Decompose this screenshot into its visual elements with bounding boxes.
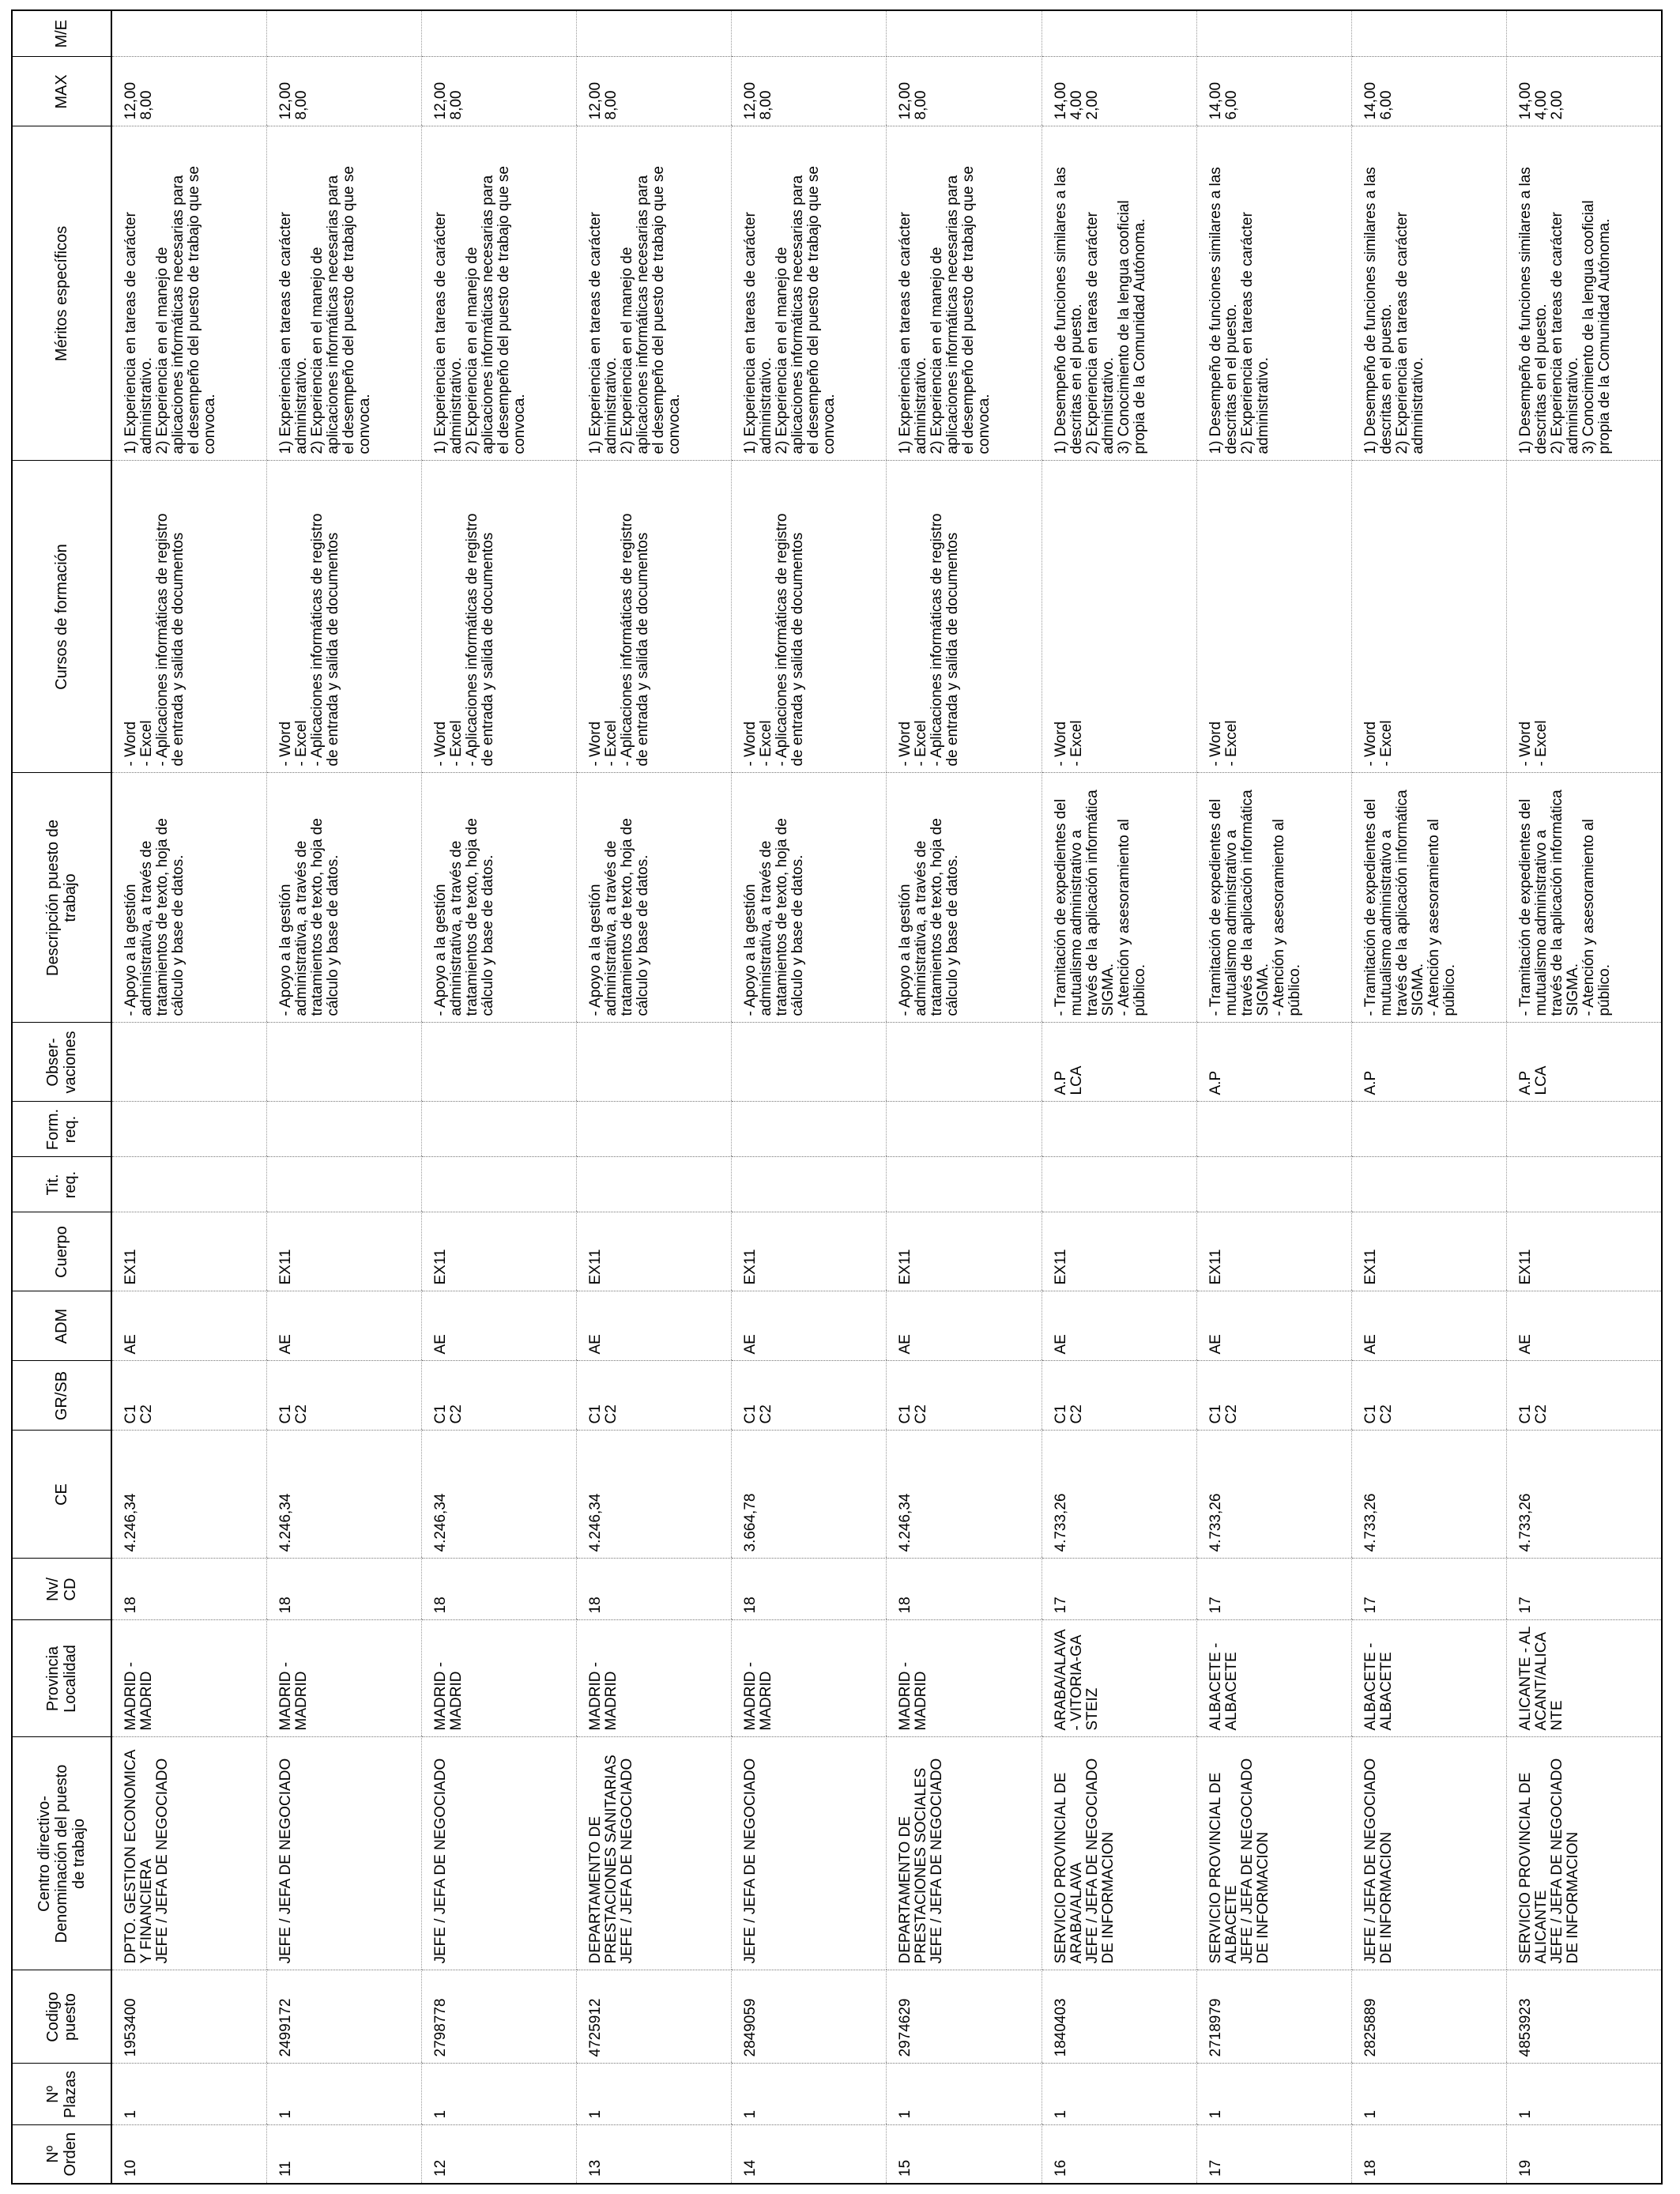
table-row bbox=[1507, 10, 1662, 2184]
cell-tit bbox=[732, 1157, 887, 1212]
cell-desc: - Apoyo a la gestión administrativa, a través de tratamientos de texto, hoja de cálculo y base de datos. bbox=[887, 773, 1042, 1023]
cell-adm: AE bbox=[111, 1291, 266, 1361]
cell-max: 14,00 6,00 bbox=[1352, 57, 1507, 126]
cell-meritos: 1) Desempeño de funciones similares a las descritas en el puesto. 2) Experiencia en tareas de carácter administrativo. 3) Conocimiento de la lengua cooficial propia de la Comunidad Autónoma. bbox=[1042, 126, 1196, 461]
cell-max: 14,00 4,00 2,00 bbox=[1507, 57, 1662, 126]
centro-directivo: SERVICIO PROVINCIAL DE ARABA/ALAVA bbox=[1052, 1772, 1085, 1964]
cell-me bbox=[1042, 10, 1196, 57]
cell-ce: 4.246,34 bbox=[887, 1431, 1042, 1559]
cell-plazas: 1 bbox=[577, 2064, 732, 2125]
cell-plazas: 1 bbox=[1042, 2064, 1196, 2125]
denominacion-puesto: JEFE / JEFA DE NEGOCIADO DE INFORMACION bbox=[1083, 1758, 1117, 1964]
cell-ce: 4.246,34 bbox=[421, 1431, 576, 1559]
cell-form bbox=[1042, 1102, 1196, 1157]
cell-adm: AE bbox=[266, 1291, 421, 1361]
cell-ce: 4.246,34 bbox=[111, 1431, 266, 1559]
cell-form bbox=[577, 1102, 732, 1157]
col-header-orden: Nº Orden bbox=[12, 2125, 111, 2184]
cell-provincia: MADRID - MADRID bbox=[577, 1620, 732, 1737]
cell-desc: - Tramitación de expedientes del mutualismo administrativo a través de la aplicación informática SIGMA. - Atención y asesoramiento al público. bbox=[1507, 773, 1662, 1023]
cell-desc: - Apoyo a la gestión administrativa, a través de tratamientos de texto, hoja de cálculo y base de datos. bbox=[732, 773, 887, 1023]
cell-cuerpo: EX11 bbox=[732, 1212, 887, 1291]
cell-me bbox=[577, 10, 732, 57]
cell-max: 12,00 8,00 bbox=[577, 57, 732, 126]
cell-cuerpo: EX11 bbox=[887, 1212, 1042, 1291]
cell-ce: 4.733,26 bbox=[1507, 1431, 1662, 1559]
cell-max: 12,00 8,00 bbox=[421, 57, 576, 126]
cell-orden: 11 bbox=[266, 2125, 421, 2184]
cell-tit bbox=[1352, 1157, 1507, 1212]
cell-centro bbox=[266, 1737, 421, 1970]
cell-cuerpo: EX11 bbox=[577, 1212, 732, 1291]
cell-codigo: 2825889 bbox=[1352, 1970, 1507, 2064]
cell-adm: AE bbox=[1042, 1291, 1196, 1361]
denominacion-puesto: JEFE / JEFA DE NEGOCIADO bbox=[154, 1758, 171, 1964]
col-header-centro: Centro directivo- Denominación del puesto de trabajo bbox=[12, 1737, 111, 1970]
cell-codigo: 1840403 bbox=[1042, 1970, 1196, 2064]
cell-grsb: C1 C2 bbox=[1507, 1361, 1662, 1431]
cell-me bbox=[111, 10, 266, 57]
table-row bbox=[1042, 10, 1196, 2184]
col-header-ce: CE bbox=[12, 1431, 111, 1559]
cell-meritos: 1) Desempeño de funciones similares a las descritas en el puesto. 2) Experiencia en tareas de carácter administrativo. bbox=[1196, 126, 1351, 461]
cell-nivel: 17 bbox=[1042, 1559, 1196, 1620]
cell-tit bbox=[111, 1157, 266, 1212]
col-header-form: Form. req. bbox=[12, 1102, 111, 1157]
cell-provincia: ALBACETE - ALBACETE bbox=[1196, 1620, 1351, 1737]
cell-cursos: - Word - Excel - Aplicaciones informáticas de registro de entrada y salida de documentos bbox=[421, 461, 576, 773]
cell-cursos: - Word - Excel bbox=[1352, 461, 1507, 773]
cell-me bbox=[732, 10, 887, 57]
cell-tit bbox=[1042, 1157, 1196, 1212]
cell-grsb: C1 C2 bbox=[732, 1361, 887, 1431]
cell-centro bbox=[732, 1737, 887, 1970]
cell-desc: - Tramitación de expedientes del mutualismo administrativo a través de la aplicación informática SIGMA. - Atención y asesoramiento al público. bbox=[1042, 773, 1196, 1023]
cell-tit bbox=[266, 1157, 421, 1212]
cell-orden: 12 bbox=[421, 2125, 576, 2184]
cell-obs bbox=[111, 1023, 266, 1102]
cell-adm: AE bbox=[1352, 1291, 1507, 1361]
cell-plazas: 1 bbox=[887, 2064, 1042, 2125]
cell-cuerpo: EX11 bbox=[1042, 1212, 1196, 1291]
cell-meritos: 1) Experiencia en tareas de carácter administrativo. 2) Experiencia en el manejo de aplicaciones informáticas necesarias para el desempeño del puesto de trabajo que se convoca. bbox=[887, 126, 1042, 461]
cell-centro bbox=[111, 1737, 266, 1970]
cell-centro bbox=[1196, 1737, 1351, 1970]
cell-tit bbox=[1196, 1157, 1351, 1212]
table-row bbox=[421, 10, 576, 2184]
col-header-max: MAX bbox=[12, 57, 111, 126]
cell-desc: - Tramitación de expedientes del mutualismo administrativo a través de la aplicación informática SIGMA. - Atención y asesoramiento al público. bbox=[1352, 773, 1507, 1023]
cell-codigo: 2974629 bbox=[887, 1970, 1042, 2064]
table-row bbox=[1352, 10, 1507, 2184]
cell-centro bbox=[577, 1737, 732, 1970]
denominacion-puesto: JEFE / JEFA DE NEGOCIADO bbox=[431, 1758, 449, 1964]
cell-orden: 17 bbox=[1196, 2125, 1351, 2184]
cell-orden: 18 bbox=[1352, 2125, 1507, 2184]
cell-cuerpo: EX11 bbox=[111, 1212, 266, 1291]
cell-codigo: 1953400 bbox=[111, 1970, 266, 2064]
cell-cursos: - Word - Excel - Aplicaciones informáticas de registro de entrada y salida de documentos bbox=[266, 461, 421, 773]
cell-me bbox=[1196, 10, 1351, 57]
cell-orden: 19 bbox=[1507, 2125, 1662, 2184]
cell-form bbox=[732, 1102, 887, 1157]
cell-obs bbox=[887, 1023, 1042, 1102]
cell-adm: AE bbox=[421, 1291, 576, 1361]
cell-grsb: C1 C2 bbox=[111, 1361, 266, 1431]
denominacion-puesto: JEFE / JEFA DE NEGOCIADO DE INFORMACION bbox=[1549, 1758, 1582, 1964]
cell-cuerpo: EX11 bbox=[266, 1212, 421, 1291]
cell-grsb: C1 C2 bbox=[577, 1361, 732, 1431]
cell-form bbox=[266, 1102, 421, 1157]
cell-meritos: 1) Experiencia en tareas de carácter administrativo. 2) Experiencia en el manejo de aplicaciones informáticas necesarias para el desempeño del puesto de trabajo que se convoca. bbox=[421, 126, 576, 461]
header-row bbox=[12, 10, 111, 2184]
cell-provincia: MADRID - MADRID bbox=[111, 1620, 266, 1737]
cell-plazas: 1 bbox=[1196, 2064, 1351, 2125]
cell-ce: 4.733,26 bbox=[1196, 1431, 1351, 1559]
cell-meritos: 1) Experiencia en tareas de carácter administrativo. 2) Experiencia en el manejo de aplicaciones informáticas necesarias para el desempeño del puesto de trabajo que se convoca. bbox=[577, 126, 732, 461]
cell-obs: A.P bbox=[1196, 1023, 1351, 1102]
cell-nivel: 18 bbox=[111, 1559, 266, 1620]
denominacion-puesto: JEFE / JEFA DE NEGOCIADO bbox=[742, 1758, 759, 1964]
cell-orden: 15 bbox=[887, 2125, 1042, 2184]
cell-grsb: C1 C2 bbox=[266, 1361, 421, 1431]
cell-grsb: C1 C2 bbox=[1042, 1361, 1196, 1431]
cell-plazas: 1 bbox=[421, 2064, 576, 2125]
cell-grsb: C1 C2 bbox=[1352, 1361, 1507, 1431]
denominacion-puesto: JEFE / JEFA DE NEGOCIADO bbox=[929, 1758, 946, 1964]
cell-ce: 4.246,34 bbox=[266, 1431, 421, 1559]
centro-directivo: SERVICIO PROVINCIAL DE ALICANTE bbox=[1517, 1772, 1550, 1964]
centro-directivo: DEPARTAMENTO DE PRESTACIONES SANITARIAS bbox=[587, 1755, 620, 1964]
cell-cursos: - Word - Excel bbox=[1507, 461, 1662, 773]
cell-cursos: - Word - Excel - Aplicaciones informáticas de registro de entrada y salida de documentos bbox=[577, 461, 732, 773]
cell-ce: 4.246,34 bbox=[577, 1431, 732, 1559]
cell-codigo: 4853923 bbox=[1507, 1970, 1662, 2064]
cell-desc: - Tramitación de expedientes del mutualismo administrativo a través de la aplicación informática SIGMA. - Atención y asesoramiento al público. bbox=[1196, 773, 1351, 1023]
cell-codigo: 2798778 bbox=[421, 1970, 576, 2064]
cell-form bbox=[1352, 1102, 1507, 1157]
cell-centro bbox=[421, 1737, 576, 1970]
table-row bbox=[732, 10, 887, 2184]
denominacion-puesto: JEFE / JEFA DE NEGOCIADO bbox=[619, 1758, 636, 1964]
cell-obs: A.P LCA bbox=[1042, 1023, 1196, 1102]
cell-desc: - Apoyo a la gestión administrativa, a través de tratamientos de texto, hoja de cálculo y base de datos. bbox=[266, 773, 421, 1023]
cell-adm: AE bbox=[577, 1291, 732, 1361]
cell-adm: AE bbox=[732, 1291, 887, 1361]
cell-max: 12,00 8,00 bbox=[111, 57, 266, 126]
cell-me bbox=[266, 10, 421, 57]
cell-codigo: 4725912 bbox=[577, 1970, 732, 2064]
cell-cursos: - Word - Excel - Aplicaciones informáticas de registro de entrada y salida de documentos bbox=[111, 461, 266, 773]
cell-cuerpo: EX11 bbox=[1196, 1212, 1351, 1291]
cell-obs bbox=[732, 1023, 887, 1102]
table-row bbox=[577, 10, 732, 2184]
cell-max: 14,00 6,00 bbox=[1196, 57, 1351, 126]
centro-directivo: SERVICIO PROVINCIAL DE ALBACETE bbox=[1207, 1772, 1240, 1964]
col-header-plazas: Nº Plazas bbox=[12, 2064, 111, 2125]
cell-grsb: C1 C2 bbox=[887, 1361, 1042, 1431]
cell-grsb: C1 C2 bbox=[1196, 1361, 1351, 1431]
cell-obs bbox=[577, 1023, 732, 1102]
cell-plazas: 1 bbox=[266, 2064, 421, 2125]
col-header-adm: ADM bbox=[12, 1291, 111, 1361]
cell-cuerpo: EX11 bbox=[1352, 1212, 1507, 1291]
cell-tit bbox=[887, 1157, 1042, 1212]
col-header-provincia: Provincia Localidad bbox=[12, 1620, 111, 1737]
cell-me bbox=[1507, 10, 1662, 57]
centro-directivo: DPTO. GESTION ECONOMICA Y FINANCIERA bbox=[122, 1749, 155, 1964]
cell-provincia: MADRID - MADRID bbox=[421, 1620, 576, 1737]
col-header-codigo: Codigo puesto bbox=[12, 1970, 111, 2064]
cell-max: 14,00 4,00 2,00 bbox=[1042, 57, 1196, 126]
col-header-cursos: Cursos de formación bbox=[12, 461, 111, 773]
cell-ce: 4.733,26 bbox=[1352, 1431, 1507, 1559]
cell-nivel: 18 bbox=[266, 1559, 421, 1620]
centro-directivo: DEPARTAMENTO DE PRESTACIONES SOCIALES bbox=[897, 1767, 930, 1964]
cell-cursos: - Word - Excel bbox=[1042, 461, 1196, 773]
cell-meritos: 1) Experiencia en tareas de carácter administrativo. 2) Experiencia en el manejo de aplicaciones informáticas necesarias para el desempeño del puesto de trabajo que se convoca. bbox=[111, 126, 266, 461]
cell-obs: A.P bbox=[1352, 1023, 1507, 1102]
cell-orden: 10 bbox=[111, 2125, 266, 2184]
cell-cuerpo: EX11 bbox=[1507, 1212, 1662, 1291]
cell-codigo: 2499172 bbox=[266, 1970, 421, 2064]
cell-me bbox=[1352, 10, 1507, 57]
col-header-cuerpo: Cuerpo bbox=[12, 1212, 111, 1291]
col-header-tit: Tit. req. bbox=[12, 1157, 111, 1212]
denominacion-puesto: JEFE / JEFA DE NEGOCIADO DE INFORMACION bbox=[1238, 1758, 1271, 1964]
cell-desc: - Apoyo a la gestión administrativa, a través de tratamientos de texto, hoja de cálculo y base de datos. bbox=[111, 773, 266, 1023]
cell-obs bbox=[266, 1023, 421, 1102]
cell-ce: 3.664,78 bbox=[732, 1431, 887, 1559]
cell-provincia: ALBACETE - ALBACETE bbox=[1352, 1620, 1507, 1737]
cell-form bbox=[111, 1102, 266, 1157]
cell-centro bbox=[1352, 1737, 1507, 1970]
cell-max: 12,00 8,00 bbox=[732, 57, 887, 126]
cell-provincia: ARABA/ALAVA - VITORIA-GA STEIZ bbox=[1042, 1620, 1196, 1737]
cell-provincia: MADRID - MADRID bbox=[887, 1620, 1042, 1737]
col-header-desc: Descripción puesto de trabajo bbox=[12, 773, 111, 1023]
cell-desc: - Apoyo a la gestión administrativa, a través de tratamientos de texto, hoja de cálculo y base de datos. bbox=[421, 773, 576, 1023]
cell-provincia: MADRID - MADRID bbox=[266, 1620, 421, 1737]
cell-plazas: 1 bbox=[732, 2064, 887, 2125]
cell-tit bbox=[421, 1157, 576, 1212]
cell-centro bbox=[1042, 1737, 1196, 1970]
cell-form bbox=[1507, 1102, 1662, 1157]
cell-nivel: 18 bbox=[732, 1559, 887, 1620]
cell-grsb: C1 C2 bbox=[421, 1361, 576, 1431]
cell-cursos: - Word - Excel bbox=[1196, 461, 1351, 773]
col-header-me: M/E bbox=[12, 10, 111, 57]
denominacion-puesto: JEFE / JEFA DE NEGOCIADO DE INFORMACION bbox=[1362, 1758, 1395, 1964]
cell-tit bbox=[577, 1157, 732, 1212]
cell-desc: - Apoyo a la gestión administrativa, a través de tratamientos de texto, hoja de cálculo y base de datos. bbox=[577, 773, 732, 1023]
cell-provincia: MADRID - MADRID bbox=[732, 1620, 887, 1737]
cell-meritos: 1) Experiencia en tareas de carácter administrativo. 2) Experiencia en el manejo de aplicaciones informáticas necesarias para el desempeño del puesto de trabajo que se convoca. bbox=[266, 126, 421, 461]
cell-meritos: 1) Experiencia en tareas de carácter administrativo. 2) Experiencia en el manejo de aplicaciones informáticas necesarias para el desempeño del puesto de trabajo que se convoca. bbox=[732, 126, 887, 461]
table-row bbox=[111, 10, 266, 2184]
cell-meritos: 1) Desempeño de funciones similares a las descritas en el puesto. 2) Experiencia en tareas de carácter administrativo. 3) Conocimiento de la lengua cooficial propia de la Comunidad Autónoma. bbox=[1507, 126, 1662, 461]
cell-obs: A.P LCA bbox=[1507, 1023, 1662, 1102]
cell-ce: 4.733,26 bbox=[1042, 1431, 1196, 1559]
cell-nivel: 17 bbox=[1196, 1559, 1351, 1620]
col-header-meritos: Méritos específicos bbox=[12, 126, 111, 461]
cell-me bbox=[421, 10, 576, 57]
cell-orden: 14 bbox=[732, 2125, 887, 2184]
cell-cursos: - Word - Excel - Aplicaciones informáticas de registro de entrada y salida de documentos bbox=[732, 461, 887, 773]
cell-orden: 16 bbox=[1042, 2125, 1196, 2184]
cell-cursos: - Word - Excel - Aplicaciones informáticas de registro de entrada y salida de documentos bbox=[887, 461, 1042, 773]
cell-nivel: 18 bbox=[577, 1559, 732, 1620]
cell-adm: AE bbox=[1507, 1291, 1662, 1361]
cell-codigo: 2849059 bbox=[732, 1970, 887, 2064]
cell-plazas: 1 bbox=[1507, 2064, 1662, 2125]
cell-form bbox=[887, 1102, 1042, 1157]
cell-centro bbox=[887, 1737, 1042, 1970]
cell-centro bbox=[1507, 1737, 1662, 1970]
denominacion-puesto: JEFE / JEFA DE NEGOCIADO bbox=[277, 1758, 294, 1964]
cell-max: 12,00 8,00 bbox=[887, 57, 1042, 126]
cell-adm: AE bbox=[1196, 1291, 1351, 1361]
table-row bbox=[1196, 10, 1351, 2184]
cell-nivel: 18 bbox=[421, 1559, 576, 1620]
col-header-grsb: GR/SB bbox=[12, 1361, 111, 1431]
table-row bbox=[266, 10, 421, 2184]
cell-tit bbox=[1507, 1157, 1662, 1212]
vacancy-table bbox=[11, 9, 1663, 2185]
col-header-nivel: Nv/ CD bbox=[12, 1559, 111, 1620]
cell-form bbox=[1196, 1102, 1351, 1157]
cell-adm: AE bbox=[887, 1291, 1042, 1361]
cell-cuerpo: EX11 bbox=[421, 1212, 576, 1291]
cell-codigo: 2718979 bbox=[1196, 1970, 1351, 2064]
col-header-obs: Obser- vaciones bbox=[12, 1023, 111, 1102]
cell-orden: 13 bbox=[577, 2125, 732, 2184]
cell-me bbox=[887, 10, 1042, 57]
cell-nivel: 17 bbox=[1352, 1559, 1507, 1620]
cell-meritos: 1) Desempeño de funciones similares a las descritas en el puesto. 2) Experiencia en tareas de carácter administrativo. bbox=[1352, 126, 1507, 461]
table-row bbox=[887, 10, 1042, 2184]
cell-max: 12,00 8,00 bbox=[266, 57, 421, 126]
cell-nivel: 17 bbox=[1507, 1559, 1662, 1620]
cell-nivel: 18 bbox=[887, 1559, 1042, 1620]
cell-plazas: 1 bbox=[111, 2064, 266, 2125]
cell-obs bbox=[421, 1023, 576, 1102]
cell-form bbox=[421, 1102, 576, 1157]
cell-provincia: ALICANTE - AL ACANT/ALICA NTE bbox=[1507, 1620, 1662, 1737]
cell-plazas: 1 bbox=[1352, 2064, 1507, 2125]
